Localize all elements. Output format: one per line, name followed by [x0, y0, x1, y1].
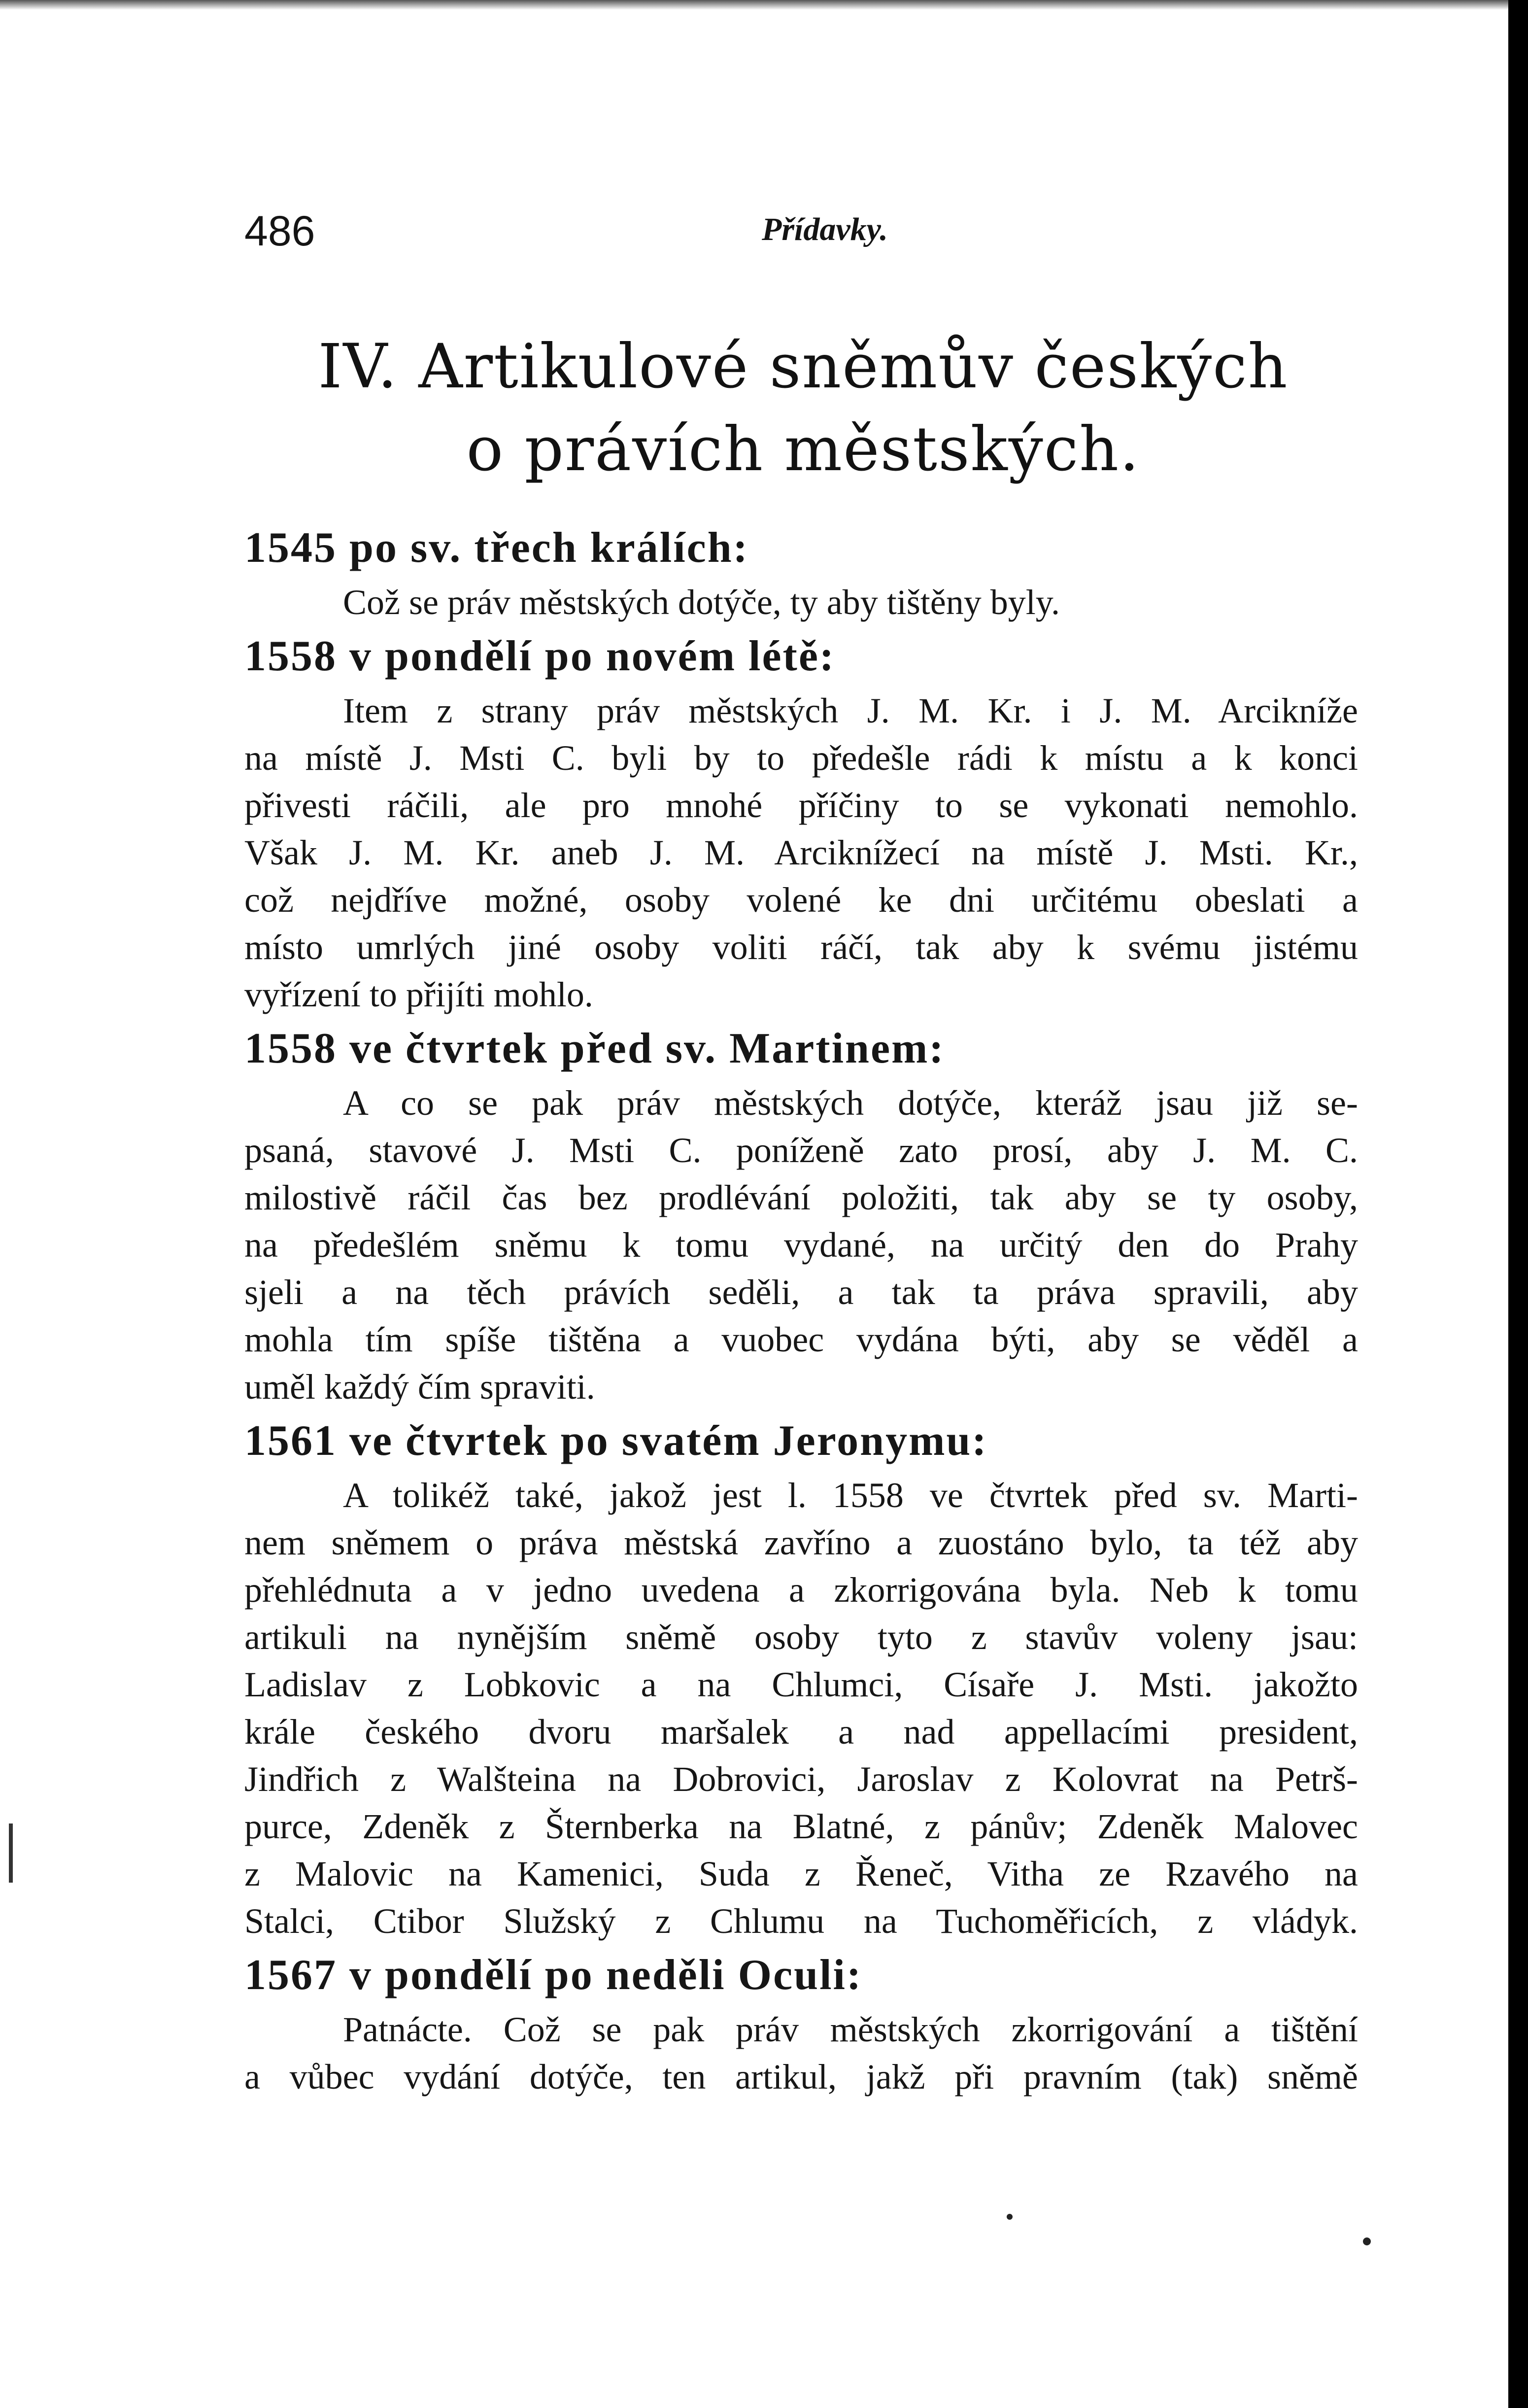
paragraph-line: vyřízení to přijíti mohlo.	[244, 975, 593, 1014]
paragraph-line: Však J. M. Kr. aneb J. M. Arciknížecí na místě J. Msti. Kr.,	[244, 833, 1358, 872]
paragraph-line: což nejdříve možné, osoby volené ke dni určitému obeslati a	[244, 880, 1358, 920]
paragraph-line: místo umrlých jiné osoby voliti ráčí, tak aby k svému jistému	[244, 928, 1358, 967]
paragraph-line: purce, Zdeněk z Šternberka na Blatné, z pánův; Zdeněk Malovec	[244, 1807, 1358, 1846]
scan-top-edge	[0, 0, 1528, 10]
paragraph-line: A co se pak práv městských dotýče, kteráž jsau již se-	[343, 1083, 1358, 1123]
paragraph-line: nem sněmem o práva městská zavříno a zuostáno bylo, ta též aby	[244, 1523, 1358, 1562]
paragraph-line: přehlédnuta a v jedno uvedena a zkorrigována byla. Neb k tomu	[244, 1570, 1358, 1610]
paragraph-line: A tolikéž také, jakož jest l. 1558 ve čtvrtek před sv. Marti-	[343, 1476, 1358, 1515]
paragraph-line: Patnácte. Což se pak práv městských zkorrigování a tištění	[343, 2010, 1358, 2049]
section-heading: 1545 po sv. třech králích:	[244, 524, 749, 572]
section-heading: 1561 ve čtvrtek po svatém Jeronymu:	[244, 1417, 988, 1465]
section-1561	[244, 1410, 1358, 1945]
paragraph-line: na místě J. Msti C. byli by to předešle rádi k místu a k konci	[244, 738, 1358, 778]
paragraph-line: krále českého dvoru maršalek a nad appellacími president,	[244, 1712, 1358, 1752]
ink-speck	[1007, 2214, 1013, 2220]
section-1558-novem-lete	[244, 626, 1358, 1018]
chapter-title-line-1: IV. Artikulové sněmův českých	[318, 331, 1289, 402]
scan-right-edge	[1508, 0, 1528, 2408]
body-text	[244, 517, 1358, 2100]
section-1545	[244, 517, 1358, 626]
paragraph-line: na předešlém sněmu k tomu vydané, na určitý den do Prahy	[244, 1225, 1358, 1265]
running-head: Přídavky.	[762, 211, 888, 247]
paragraph-line: přivesti ráčili, ale pro mnohé příčiny to se vykonati nemohlo.	[244, 786, 1358, 825]
paragraph-line: mohla tím spíše tištěna a vuobec vydána býti, aby se věděl a	[244, 1320, 1358, 1359]
section-heading: 1567 v pondělí po neděli Oculi:	[244, 1951, 863, 1999]
paragraph-line: Stalci, Ctibor Služský z Chlumu na Tuchoměřicích, z vládyk.	[244, 1901, 1358, 1941]
section-heading: 1558 v pondělí po novém létě:	[244, 632, 836, 680]
paragraph-line: sjeli a na těch právích seděli, a tak ta práva spravili, aby	[244, 1273, 1358, 1312]
margin-mark	[9, 1823, 13, 1883]
page-header	[244, 207, 1358, 266]
section-1567	[244, 1945, 1358, 2100]
section-heading: 1558 ve čtvrtek před sv. Martinem:	[244, 1025, 945, 1072]
paragraph-line: psaná, stavové J. Msti C. poníženě zato prosí, aby J. M. C.	[244, 1131, 1358, 1170]
paragraph-line: Což se práv městských dotýče, ty aby tištěny byly.	[343, 583, 1060, 622]
paragraph-line: artikuli na nynějším sněmě osoby tyto z stavův voleny jsau:	[244, 1617, 1358, 1657]
paragraph-line: Item z strany práv městských J. M. Kr. i J. M. Arcikníže	[343, 691, 1358, 730]
chapter-title-line-2: o právích městských.	[466, 414, 1140, 485]
paragraph-line: z Malovic na Kamenici, Suda z Řeneč, Vitha ze Rzavého na	[244, 1854, 1358, 1893]
paragraph-line: Ladislav z Lobkovic a na Chlumci, Císaře J. Msti. jakožto	[244, 1665, 1358, 1704]
paragraph-line: a vůbec vydání dotýče, ten artikul, jakž při pravním (tak) sněmě	[244, 2057, 1358, 2097]
paragraph-line: uměl každý čím spraviti.	[244, 1367, 595, 1407]
page-number: 486	[244, 207, 315, 255]
chapter-title	[217, 325, 1390, 491]
paragraph-line: Jindřich z Walšteina na Dobrovici, Jaroslav z Kolovrat na Petrš-	[244, 1759, 1358, 1799]
paragraph-line: milostivě ráčil čas bez prodlévání položiti, tak aby se ty osoby,	[244, 1178, 1358, 1217]
ink-speck	[1363, 2237, 1371, 2245]
section-1558-martinem	[244, 1018, 1358, 1410]
